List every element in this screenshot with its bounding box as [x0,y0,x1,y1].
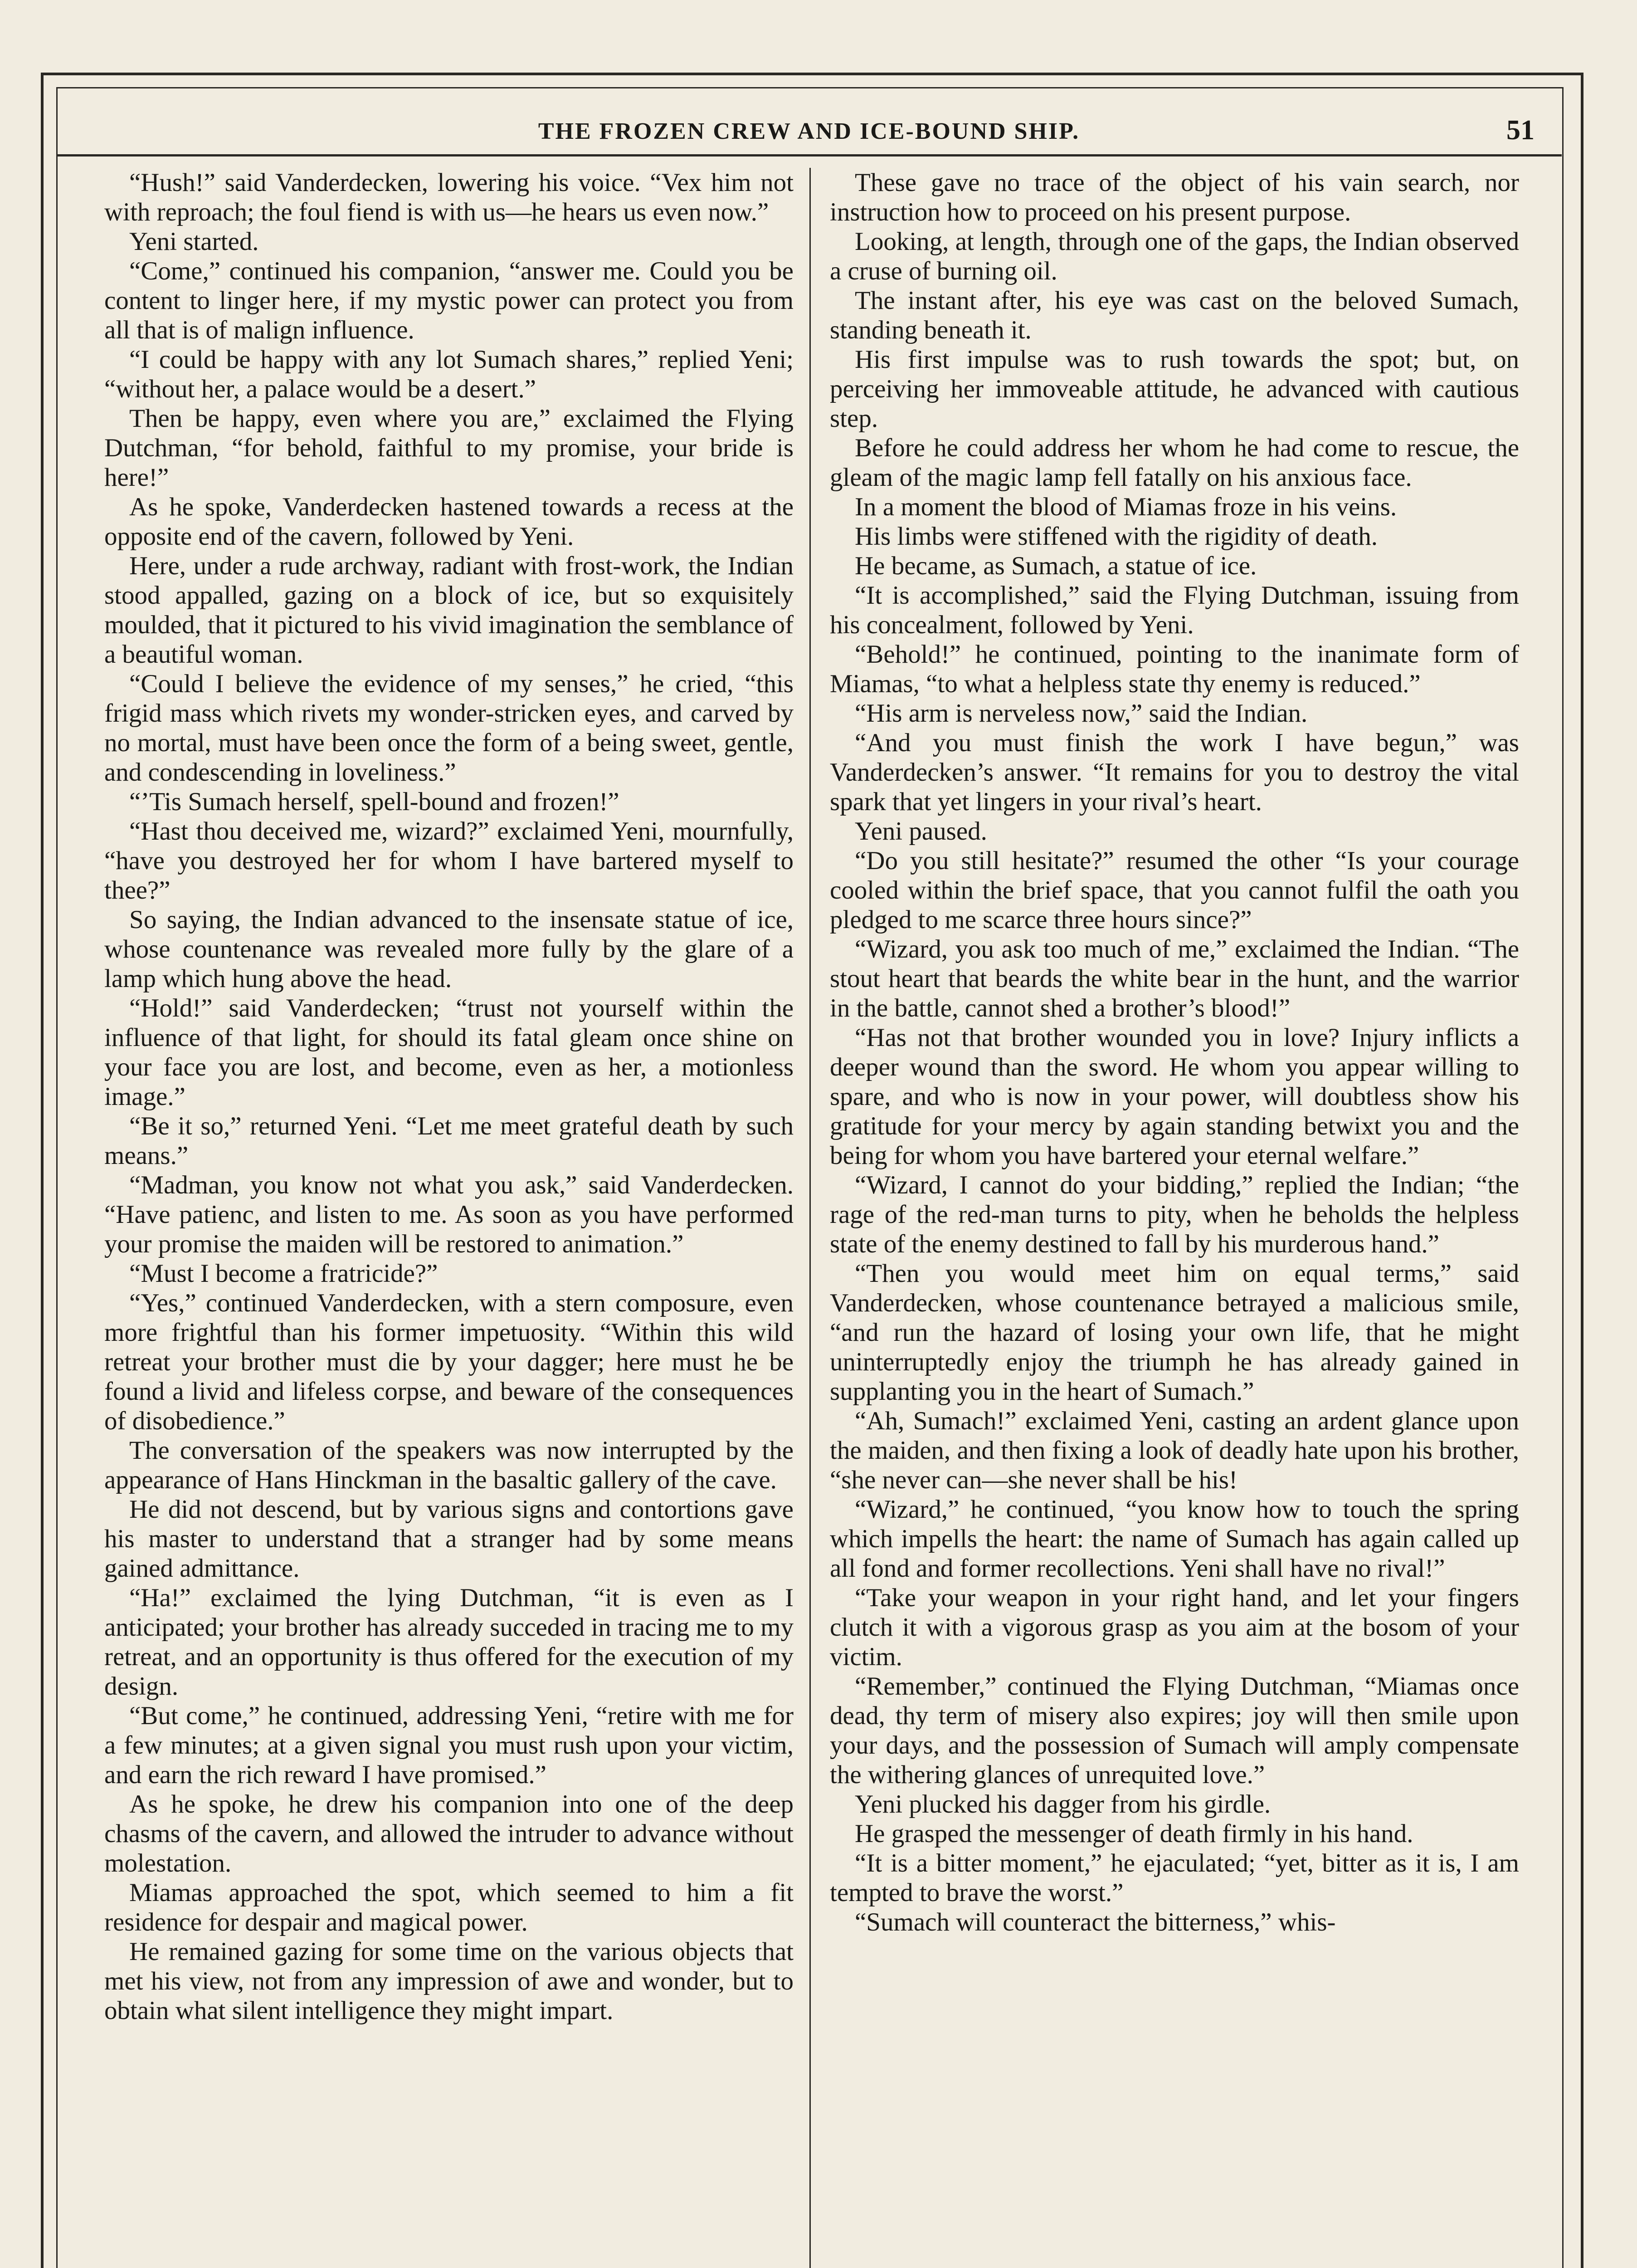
paragraph: “Behold!” he continued, pointing to the inanimate form of Miamas, “to what a helpless state thy enemy is reduced.” [830,640,1519,698]
paragraph: “Be it so,” returned Yeni. “Let me meet grateful death by such means.” [104,1112,794,1170]
paragraph: “And you must finish the work I have begun,” was Vanderdecken’s answer. “It remains for you to destroy the vital spark that yet lingers in your rival’s heart. [830,728,1519,816]
paragraph: “Could I believe the evidence of my senses,” he cried, “this frigid mass which rivets my wonder-stricken eyes, and carved by no mortal, must have been once the form of a being sweet, gentle, and condescending in loveliness.” [104,670,794,787]
paragraph: “Take your weapon in your right hand, and let your fingers clutch it with a vigorous grasp as you aim at the bosom of your victim. [830,1584,1519,1671]
paragraph: He became, as Sumach, a statue of ice. [855,552,1257,580]
running-title: THE FROZEN CREW AND ICE-BOUND SHIP. [538,118,1080,144]
paragraph: He did not descend, but by various signs and contortions gave his master to understand that a stranger had by some means gained admittance. [104,1495,794,1583]
paragraph: “But come,” he continued, addressing Yeni, “retire with me for a few minutes; at a given signal you must rush upon your victim, and earn the rich reward I have promised.” [104,1701,794,1789]
paragraph: Yeni paused. [855,817,987,846]
paragraph: “Wizard, I cannot do your bidding,” replied the Indian; “the rage of the red-man turns to pity, when he beholds the helpless state of the enemy destined to fall by his murderous hand.” [830,1171,1519,1258]
paragraph: “Madman, you know not what you ask,” said Vanderdecken. “Have patienc, and listen to me. As soon as you have performed your promise the maiden will be restored to animation.” [104,1171,794,1258]
paragraph: “Sumach will counteract the bitterness,” whis- [855,1908,1336,1936]
paragraph: “Hold!” said Vanderdecken; “trust not yourself within the influence of that light, for should its fatal gleam once shine on your face you are lost, and become, even as her, a motionless image.” [104,994,794,1111]
paragraph: “Ah, Sumach!” exclaimed Yeni, casting an ardent glance upon the maiden, and then fixing a look of deadly hate upon his brother, “she never can—she never shall be his! [830,1407,1519,1494]
paragraph: “Hast thou deceived me, wizard?” exclaimed Yeni, mournfully, “have you destroyed her for whom I have bartered myself to thee?” [104,817,794,904]
paragraph: In a moment the blood of Miamas froze in his veins. [855,493,1397,521]
paragraph: As he spoke, Vanderdecken hastened towards a recess at the opposite end of the cavern, followed by Yeni. [104,493,794,551]
paragraph: “’Tis Sumach herself, spell-bound and frozen!” [129,787,619,816]
paragraph: His first impulse was to rush towards the spot; but, on perceiving her immoveable attitude, he advanced with cautious step. [830,345,1519,433]
paragraph: “I could be happy with any lot Sumach shares,” replied Yeni; “without her, a palace would be a desert.” [104,345,794,403]
paragraph: “It is accomplished,” said the Flying Dutchman, issuing from his concealment, followed by Yeni. [830,581,1519,639]
paragraph: Yeni plucked his dagger from his girdle. [855,1790,1271,1818]
paragraph: So saying, the Indian advanced to the insensate statue of ice, whose countenance was revealed more fully by the glare of a lamp which hung above the head. [104,905,794,993]
paragraph: “Remember,” continued the Flying Dutchman, “Miamas once dead, thy term of misery also expires; joy will then smile upon your days, and the possession of Sumach will amply compensate the withering glances of unrequited love.” [830,1672,1519,1789]
paragraph: He grasped the messenger of death firmly in his hand. [855,1819,1413,1848]
column-divider [809,168,811,2268]
paragraph: Before he could address her whom he had come to rescue, the gleam of the magic lamp fell fatally on his anxious face. [830,434,1519,492]
paragraph: “It is a bitter moment,” he ejaculated; “yet, bitter as it is, I am tempted to brave the worst.” [830,1849,1519,1907]
paragraph: “Wizard,” he continued, “you know how to touch the spring which impells the heart: the name of Sumach has again called up all fond and former recollections. Yeni shall have no rival!” [830,1495,1519,1583]
right-text-column [830,168,1519,2268]
page-number: 51 [1506,115,1535,146]
paragraph: “Yes,” continued Vanderdecken, with a stern composure, even more frightful than his former impetuosity. “Within this wild retreat your brother must die by your dagger; here must he be found a livid and lifeless corpse, and beware of the consequences of disobedience.” [104,1289,794,1435]
paragraph: “Come,” continued his companion, “answer me. Could you be content to linger here, if my mystic power can protect you from all that is of malign influence. [104,257,794,344]
paragraph: Then be happy, even where you are,” exclaimed the Flying Dutchman, “for behold, faithful to my promise, your bride is here!” [104,404,794,492]
paragraph: Miamas approached the spot, which seemed to him a fit residence for despair and magical power. [104,1878,794,1936]
paragraph: “Must I become a fratricide?” [129,1259,438,1288]
left-text-column [104,168,794,2268]
paragraph: Looking, at length, through one of the gaps, the Indian observed a cruse of burning oil. [830,227,1519,285]
paragraph: “Has not that brother wounded you in love? Injury inflicts a deeper wound than the sword. He whom you appear willing to spare, and who is now in your power, will doubtless show his gratitude for your mercy by again standing betwixt you and the being for whom you have bartered your eternal welfare.” [830,1023,1519,1170]
page-header [56,104,1562,156]
paragraph: “Then you would meet him on equal terms,” said Vanderdecken, whose countenance betrayed a malicious smile, “and run the hazard of losing your own life, that he might uninterruptedly enjoy the triumph he has already gained in supplanting you in the heart of Sumach.” [830,1259,1519,1406]
paragraph: His limbs were stiffened with the rigidity of death. [855,522,1378,551]
paragraph: “Ha!” exclaimed the lying Dutchman, “it is even as I anticipated; your brother has already succeded in tracing me to my retreat, and an opportunity is thus offered for the execution of my design. [104,1584,794,1701]
paragraph: “Wizard, you ask too much of me,” exclaimed the Indian. “The stout heart that beards the white bear in the hunt, and the warrior in the battle, cannot shed a brother’s blood!” [830,935,1519,1022]
paragraph: “Hush!” said Vanderdecken, lowering his voice. “Vex him not with reproach; the foul fiend is with us—he hears us even now.” [104,168,794,226]
paragraph: Here, under a rude archway, radiant with frost-work, the Indian stood appalled, gazing on a block of ice, but so exquisitely moulded, that it pictured to his vivid imagination the semblance of a beautiful woman. [104,552,794,669]
paragraph: “His arm is nerveless now,” said the Indian. [855,699,1308,728]
paragraph: He remained gazing for some time on the various objects that met his view, not from any impression of awe and wonder, but to obtain what silent intelligence they might impart. [104,1937,794,2025]
paragraph: As he spoke, he drew his companion into one of the deep chasms of the cavern, and allowed the intruder to advance without molestation. [104,1790,794,1877]
paragraph: The instant after, his eye was cast on the beloved Sumach, standing beneath it. [830,286,1519,344]
paragraph: Yeni started. [129,227,259,256]
paragraph: These gave no trace of the object of his vain search, nor instruction how to proceed on his present purpose. [830,168,1519,226]
paragraph: “Do you still hesitate?” resumed the other “Is your courage cooled within the brief space, that you cannot fulfil the oath you pledged to me scarce three hours since?” [830,846,1519,934]
paragraph: The conversation of the speakers was now interrupted by the appearance of Hans Hinckman in the basaltic gallery of the cave. [104,1436,794,1494]
